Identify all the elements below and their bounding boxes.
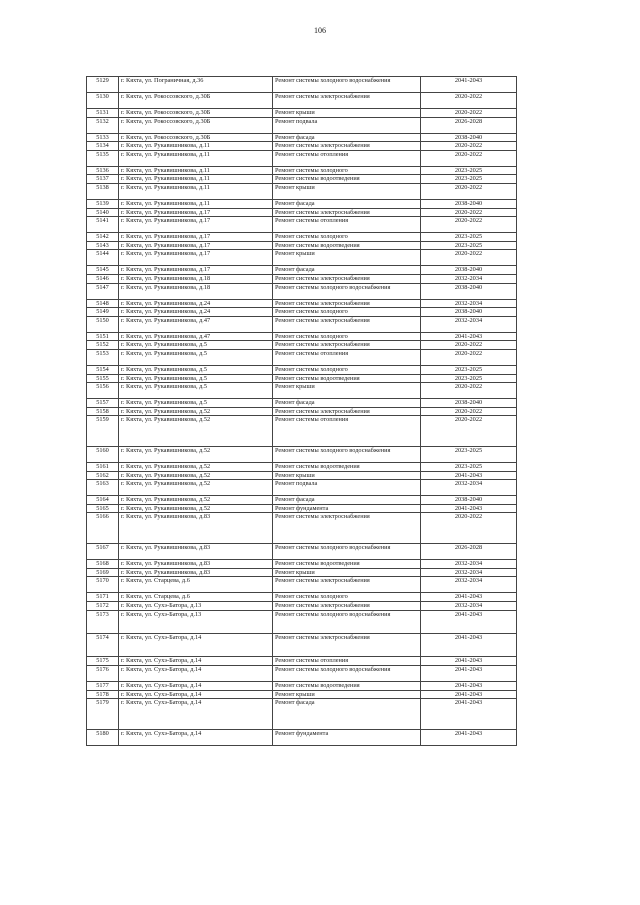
row-period: 2020-2022 bbox=[421, 349, 517, 365]
row-address: г. Кяхта, ул. Сухэ-Батора, д.14 bbox=[119, 634, 273, 657]
row-period: 2020-2022 bbox=[421, 150, 517, 166]
row-number: 5147 bbox=[87, 283, 119, 299]
row-address: г. Кяхта, ул. Рукавишникова, д.17 bbox=[119, 266, 273, 275]
table-row bbox=[87, 274, 517, 283]
row-work-type: Ремонт системы электроснабжения bbox=[273, 341, 421, 350]
row-work-type: Ремонт фасада bbox=[273, 496, 421, 505]
row-address: г. Кяхта, ул. Сухэ-Батора, д.14 bbox=[119, 682, 273, 691]
table-row bbox=[87, 332, 517, 341]
row-address: г. Кяхта, ул. Рукавишникова, д.24 bbox=[119, 308, 273, 317]
row-work-type: Ремонт системы холодного bbox=[273, 593, 421, 602]
row-address: г. Кяхта, ул. Рукавишникова, д.52 bbox=[119, 496, 273, 505]
row-period: 2038-2040 bbox=[421, 266, 517, 275]
table-row bbox=[87, 374, 517, 383]
row-number: 5174 bbox=[87, 634, 119, 657]
row-period: 2032-2034 bbox=[421, 316, 517, 332]
row-work-type: Ремонт системы электроснабжения bbox=[273, 208, 421, 217]
table-row bbox=[87, 729, 517, 745]
row-address: г. Кяхта, ул. Рукавишникова, д.24 bbox=[119, 299, 273, 308]
row-number: 5140 bbox=[87, 208, 119, 217]
table-row bbox=[87, 283, 517, 299]
table-row bbox=[87, 610, 517, 633]
table-row bbox=[87, 568, 517, 577]
table-row bbox=[87, 199, 517, 208]
row-period: 2041-2043 bbox=[421, 332, 517, 341]
row-address: г. Кяхта, ул. Рукавишникова, д.5 bbox=[119, 341, 273, 350]
row-work-type: Ремонт фасада bbox=[273, 399, 421, 408]
row-work-type: Ремонт системы электроснабжения bbox=[273, 513, 421, 544]
row-number: 5143 bbox=[87, 241, 119, 250]
row-number: 5169 bbox=[87, 568, 119, 577]
row-number: 5176 bbox=[87, 666, 119, 682]
table-row bbox=[87, 699, 517, 730]
row-number: 5179 bbox=[87, 699, 119, 730]
row-number: 5134 bbox=[87, 142, 119, 151]
row-period: 2041-2043 bbox=[421, 634, 517, 657]
row-work-type: Ремонт системы электроснабжения bbox=[273, 93, 421, 109]
row-address: г. Кяхта, ул. Рукавишникова, д.52 bbox=[119, 471, 273, 480]
table-row bbox=[87, 634, 517, 657]
table-row bbox=[87, 560, 517, 569]
row-address: г. Кяхта, ул. Рукавишникова, д.83 bbox=[119, 560, 273, 569]
row-work-type: Ремонт системы электроснабжения bbox=[273, 577, 421, 593]
row-period: 2041-2043 bbox=[421, 610, 517, 633]
row-period: 2020-2022 bbox=[421, 208, 517, 217]
row-period: 2020-2022 bbox=[421, 142, 517, 151]
row-work-type: Ремонт фасада bbox=[273, 199, 421, 208]
row-period: 2032-2034 bbox=[421, 299, 517, 308]
row-period: 2041-2043 bbox=[421, 666, 517, 682]
row-address: г. Кяхта, ул. Сухэ-Батора, д.14 bbox=[119, 690, 273, 699]
row-work-type: Ремонт системы отопления bbox=[273, 150, 421, 166]
row-address: г. Кяхта, ул. Сухэ-Батора, д.14 bbox=[119, 699, 273, 730]
row-address: г. Кяхта, ул. Рукавишникова, д.5 bbox=[119, 383, 273, 399]
row-address: г. Кяхта, ул. Рукавишникова, д.17 bbox=[119, 241, 273, 250]
table-row bbox=[87, 77, 517, 93]
row-address: г. Кяхта, ул. Рукавишникова, д.11 bbox=[119, 183, 273, 199]
row-period: 2020-2022 bbox=[421, 250, 517, 266]
row-number: 5155 bbox=[87, 374, 119, 383]
row-number: 5150 bbox=[87, 316, 119, 332]
table-row bbox=[87, 504, 517, 513]
row-work-type: Ремонт системы электроснабжения bbox=[273, 142, 421, 151]
row-number: 5160 bbox=[87, 447, 119, 463]
row-number: 5144 bbox=[87, 250, 119, 266]
row-number: 5158 bbox=[87, 407, 119, 416]
row-work-type: Ремонт системы холодного водоснабжения bbox=[273, 544, 421, 560]
row-number: 5167 bbox=[87, 544, 119, 560]
row-address: г. Кяхта, ул. Пограничная, д.36 bbox=[119, 77, 273, 93]
row-work-type: Ремонт системы холодного bbox=[273, 233, 421, 242]
row-number: 5129 bbox=[87, 77, 119, 93]
row-number: 5137 bbox=[87, 175, 119, 184]
table-row bbox=[87, 399, 517, 408]
row-period: 2038-2040 bbox=[421, 399, 517, 408]
row-address: г. Кяхта, ул. Рокоссовского, д.30Б bbox=[119, 133, 273, 142]
row-period: 2032-2034 bbox=[421, 560, 517, 569]
table-row bbox=[87, 513, 517, 544]
table-row bbox=[87, 241, 517, 250]
row-address: г. Кяхта, ул. Рукавишникова, д.11 bbox=[119, 175, 273, 184]
row-number: 5168 bbox=[87, 560, 119, 569]
row-period: 2023-2025 bbox=[421, 365, 517, 374]
row-period: 2020-2022 bbox=[421, 217, 517, 233]
table-row bbox=[87, 142, 517, 151]
row-period: 2023-2025 bbox=[421, 233, 517, 242]
row-work-type: Ремонт крыши bbox=[273, 471, 421, 480]
row-period: 2023-2025 bbox=[421, 447, 517, 463]
row-address: г. Кяхта, ул. Сухэ-Батора, д.14 bbox=[119, 666, 273, 682]
row-work-type: Ремонт фасада bbox=[273, 266, 421, 275]
row-work-type: Ремонт системы водоотведения bbox=[273, 374, 421, 383]
row-period: 2023-2025 bbox=[421, 166, 517, 175]
row-number: 5165 bbox=[87, 504, 119, 513]
row-work-type: Ремонт системы электроснабжения bbox=[273, 407, 421, 416]
row-work-type: Ремонт системы холодного bbox=[273, 166, 421, 175]
row-work-type: Ремонт системы водоотведения bbox=[273, 560, 421, 569]
row-number: 5172 bbox=[87, 602, 119, 611]
row-work-type: Ремонт системы водоотведения bbox=[273, 463, 421, 472]
row-address: г. Кяхта, ул. Рукавишникова, д.17 bbox=[119, 250, 273, 266]
table-row bbox=[87, 365, 517, 374]
table-row bbox=[87, 463, 517, 472]
row-number: 5177 bbox=[87, 682, 119, 691]
row-address: г. Кяхта, ул. Рукавишникова, д.5 bbox=[119, 399, 273, 408]
row-work-type: Ремонт системы холодного водоснабжения bbox=[273, 283, 421, 299]
row-address: г. Кяхта, ул. Рокоссовского, д.30Б bbox=[119, 117, 273, 133]
table-row bbox=[87, 217, 517, 233]
table-row bbox=[87, 349, 517, 365]
row-period: 2041-2043 bbox=[421, 471, 517, 480]
row-address: г. Кяхта, ул. Рукавишникова, д.52 bbox=[119, 504, 273, 513]
row-period: 2041-2043 bbox=[421, 690, 517, 699]
row-period: 2023-2025 bbox=[421, 374, 517, 383]
row-address: г. Кяхта, ул. Рукавишникова, д.47 bbox=[119, 316, 273, 332]
row-address: г. Кяхта, ул. Рукавишникова, д.47 bbox=[119, 332, 273, 341]
row-period: 2020-2022 bbox=[421, 183, 517, 199]
row-address: г. Кяхта, ул. Рукавишникова, д.17 bbox=[119, 233, 273, 242]
row-period: 2041-2043 bbox=[421, 657, 517, 666]
row-period: 2041-2043 bbox=[421, 682, 517, 691]
row-number: 5171 bbox=[87, 593, 119, 602]
row-number: 5163 bbox=[87, 480, 119, 496]
row-number: 5145 bbox=[87, 266, 119, 275]
row-work-type: Ремонт системы холодного водоснабжения bbox=[273, 77, 421, 93]
row-number: 5157 bbox=[87, 399, 119, 408]
row-number: 5152 bbox=[87, 341, 119, 350]
table-row bbox=[87, 208, 517, 217]
table-row bbox=[87, 233, 517, 242]
row-number: 5178 bbox=[87, 690, 119, 699]
row-work-type: Ремонт системы водоотведения bbox=[273, 175, 421, 184]
row-address: г. Кяхта, ул. Рукавишникова, д.17 bbox=[119, 217, 273, 233]
table-row bbox=[87, 593, 517, 602]
row-number: 5148 bbox=[87, 299, 119, 308]
row-number: 5132 bbox=[87, 117, 119, 133]
table-row bbox=[87, 690, 517, 699]
row-period: 2023-2025 bbox=[421, 463, 517, 472]
row-work-type: Ремонт системы отопления bbox=[273, 217, 421, 233]
row-work-type: Ремонт фасада bbox=[273, 133, 421, 142]
row-work-type: Ремонт системы отопления bbox=[273, 657, 421, 666]
row-number: 5135 bbox=[87, 150, 119, 166]
row-period: 2038-2040 bbox=[421, 283, 517, 299]
row-address: г. Кяхта, ул. Рукавишникова, д.11 bbox=[119, 166, 273, 175]
row-work-type: Ремонт системы электроснабжения bbox=[273, 634, 421, 657]
repair-schedule-table bbox=[86, 76, 517, 746]
row-number: 5146 bbox=[87, 274, 119, 283]
row-period: 2038-2040 bbox=[421, 308, 517, 317]
row-work-type: Ремонт системы электроснабжения bbox=[273, 274, 421, 283]
row-address: г. Кяхта, ул. Рукавишникова, д.5 bbox=[119, 349, 273, 365]
row-address: г. Кяхта, ул. Рукавишникова, д.11 bbox=[119, 142, 273, 151]
row-period: 2020-2022 bbox=[421, 341, 517, 350]
row-number: 5170 bbox=[87, 577, 119, 593]
row-number: 5142 bbox=[87, 233, 119, 242]
row-work-type: Ремонт системы водоотведения bbox=[273, 682, 421, 691]
row-work-type: Ремонт системы холодного водоснабжения bbox=[273, 610, 421, 633]
table-row bbox=[87, 471, 517, 480]
row-work-type: Ремонт системы отопления bbox=[273, 416, 421, 447]
row-number: 5180 bbox=[87, 729, 119, 745]
row-address: г. Кяхта, ул. Рукавишникова, д.11 bbox=[119, 199, 273, 208]
table-row bbox=[87, 250, 517, 266]
row-address: г. Кяхта, ул. Рукавишникова, д.52 bbox=[119, 463, 273, 472]
row-number: 5161 bbox=[87, 463, 119, 472]
row-period: 2032-2034 bbox=[421, 274, 517, 283]
row-address: г. Кяхта, ул. Рукавишникова, д.83 bbox=[119, 568, 273, 577]
row-number: 5138 bbox=[87, 183, 119, 199]
row-number: 5154 bbox=[87, 365, 119, 374]
table-row bbox=[87, 666, 517, 682]
row-work-type: Ремонт крыши bbox=[273, 109, 421, 118]
table-row bbox=[87, 308, 517, 317]
row-address: г. Кяхта, ул. Сухэ-Батора, д.13 bbox=[119, 610, 273, 633]
table-row bbox=[87, 341, 517, 350]
row-address: г. Кяхта, ул. Рукавишникова, д.5 bbox=[119, 374, 273, 383]
table-row bbox=[87, 383, 517, 399]
table-row bbox=[87, 316, 517, 332]
table-row bbox=[87, 133, 517, 142]
row-period: 2041-2043 bbox=[421, 593, 517, 602]
row-work-type: Ремонт системы холодного bbox=[273, 332, 421, 341]
row-number: 5173 bbox=[87, 610, 119, 633]
row-work-type: Ремонт системы холодного bbox=[273, 308, 421, 317]
row-period: 2020-2022 bbox=[421, 109, 517, 118]
row-work-type: Ремонт подвала bbox=[273, 117, 421, 133]
row-number: 5133 bbox=[87, 133, 119, 142]
row-work-type: Ремонт системы электроснабжения bbox=[273, 316, 421, 332]
table-row bbox=[87, 150, 517, 166]
row-number: 5149 bbox=[87, 308, 119, 317]
table-row bbox=[87, 480, 517, 496]
row-work-type: Ремонт крыши bbox=[273, 250, 421, 266]
row-work-type: Ремонт системы холодного водоснабжения bbox=[273, 666, 421, 682]
row-address: г. Кяхта, ул. Рокоссовского, д.30Б bbox=[119, 109, 273, 118]
row-work-type: Ремонт крыши bbox=[273, 568, 421, 577]
table-row bbox=[87, 299, 517, 308]
row-number: 5141 bbox=[87, 217, 119, 233]
row-address: г. Кяхта, ул. Рукавишникова, д.11 bbox=[119, 150, 273, 166]
row-period: 2026-2028 bbox=[421, 117, 517, 133]
row-address: г. Кяхта, ул. Рукавишникова, д.17 bbox=[119, 208, 273, 217]
table-row bbox=[87, 407, 517, 416]
row-period: 2020-2022 bbox=[421, 93, 517, 109]
row-period: 2023-2025 bbox=[421, 175, 517, 184]
table-row bbox=[87, 183, 517, 199]
row-number: 5175 bbox=[87, 657, 119, 666]
row-work-type: Ремонт системы электроснабжения bbox=[273, 602, 421, 611]
row-work-type: Ремонт крыши bbox=[273, 383, 421, 399]
table-row bbox=[87, 657, 517, 666]
row-number: 5136 bbox=[87, 166, 119, 175]
row-number: 5130 bbox=[87, 93, 119, 109]
row-period: 2026-2028 bbox=[421, 544, 517, 560]
table-row bbox=[87, 266, 517, 275]
row-work-type: Ремонт системы холодного bbox=[273, 365, 421, 374]
table-row bbox=[87, 117, 517, 133]
table-row bbox=[87, 93, 517, 109]
row-number: 5151 bbox=[87, 332, 119, 341]
table-row bbox=[87, 602, 517, 611]
row-period: 2041-2043 bbox=[421, 77, 517, 93]
row-number: 5166 bbox=[87, 513, 119, 544]
row-work-type: Ремонт системы отопления bbox=[273, 349, 421, 365]
row-period: 2023-2025 bbox=[421, 241, 517, 250]
table-row bbox=[87, 109, 517, 118]
row-work-type: Ремонт системы холодного водоснабжения bbox=[273, 447, 421, 463]
row-address: г. Кяхта, ул. Старцева, д.6 bbox=[119, 593, 273, 602]
table-row bbox=[87, 175, 517, 184]
row-address: г. Кяхта, ул. Рукавишникова, д.83 bbox=[119, 544, 273, 560]
table-row bbox=[87, 544, 517, 560]
row-period: 2032-2034 bbox=[421, 577, 517, 593]
row-work-type: Ремонт фасада bbox=[273, 699, 421, 730]
row-number: 5156 bbox=[87, 383, 119, 399]
row-work-type: Ремонт системы водоотведения bbox=[273, 241, 421, 250]
row-number: 5159 bbox=[87, 416, 119, 447]
row-period: 2020-2022 bbox=[421, 513, 517, 544]
row-address: г. Кяхта, ул. Рукавишникова, д.52 bbox=[119, 407, 273, 416]
row-number: 5131 bbox=[87, 109, 119, 118]
table-row bbox=[87, 496, 517, 505]
row-address: г. Кяхта, ул. Сухэ-Батора, д.14 bbox=[119, 729, 273, 745]
table-row bbox=[87, 166, 517, 175]
row-address: г. Кяхта, ул. Рукавишникова, д.18 bbox=[119, 283, 273, 299]
row-address: г. Кяхта, ул. Рукавишникова, д.18 bbox=[119, 274, 273, 283]
row-work-type: Ремонт фундамента bbox=[273, 729, 421, 745]
table-row bbox=[87, 447, 517, 463]
row-period: 2032-2034 bbox=[421, 568, 517, 577]
row-period: 2038-2040 bbox=[421, 133, 517, 142]
table-row bbox=[87, 577, 517, 593]
page-number: 106 bbox=[314, 26, 326, 35]
row-number: 5153 bbox=[87, 349, 119, 365]
row-address: г. Кяхта, ул. Рукавишникова, д.5 bbox=[119, 365, 273, 374]
row-address: г. Кяхта, ул. Рокоссовского, д.30Б bbox=[119, 93, 273, 109]
row-address: г. Кяхта, ул. Сухэ-Батора, д.14 bbox=[119, 657, 273, 666]
row-period: 2020-2022 bbox=[421, 416, 517, 447]
row-period: 2032-2034 bbox=[421, 480, 517, 496]
row-address: г. Кяхта, ул. Рукавишникова, д.52 bbox=[119, 447, 273, 463]
table-row bbox=[87, 682, 517, 691]
row-work-type: Ремонт фундамента bbox=[273, 504, 421, 513]
row-address: г. Кяхта, ул. Рукавишникова, д.83 bbox=[119, 513, 273, 544]
row-number: 5164 bbox=[87, 496, 119, 505]
row-number: 5139 bbox=[87, 199, 119, 208]
row-period: 2041-2043 bbox=[421, 729, 517, 745]
table-row bbox=[87, 416, 517, 447]
row-period: 2020-2022 bbox=[421, 407, 517, 416]
row-address: г. Кяхта, ул. Рукавишникова, д.52 bbox=[119, 480, 273, 496]
row-period: 2020-2022 bbox=[421, 383, 517, 399]
row-address: г. Кяхта, ул. Старцева, д.6 bbox=[119, 577, 273, 593]
row-address: г. Кяхта, ул. Сухэ-Батора, д.13 bbox=[119, 602, 273, 611]
row-work-type: Ремонт крыши bbox=[273, 183, 421, 199]
row-period: 2032-2034 bbox=[421, 602, 517, 611]
row-work-type: Ремонт системы электроснабжения bbox=[273, 299, 421, 308]
row-work-type: Ремонт подвала bbox=[273, 480, 421, 496]
row-number: 5162 bbox=[87, 471, 119, 480]
row-period: 2038-2040 bbox=[421, 199, 517, 208]
row-period: 2041-2043 bbox=[421, 504, 517, 513]
row-work-type: Ремонт крыши bbox=[273, 690, 421, 699]
row-period: 2041-2043 bbox=[421, 699, 517, 730]
row-address: г. Кяхта, ул. Рукавишникова, д.52 bbox=[119, 416, 273, 447]
row-period: 2038-2040 bbox=[421, 496, 517, 505]
